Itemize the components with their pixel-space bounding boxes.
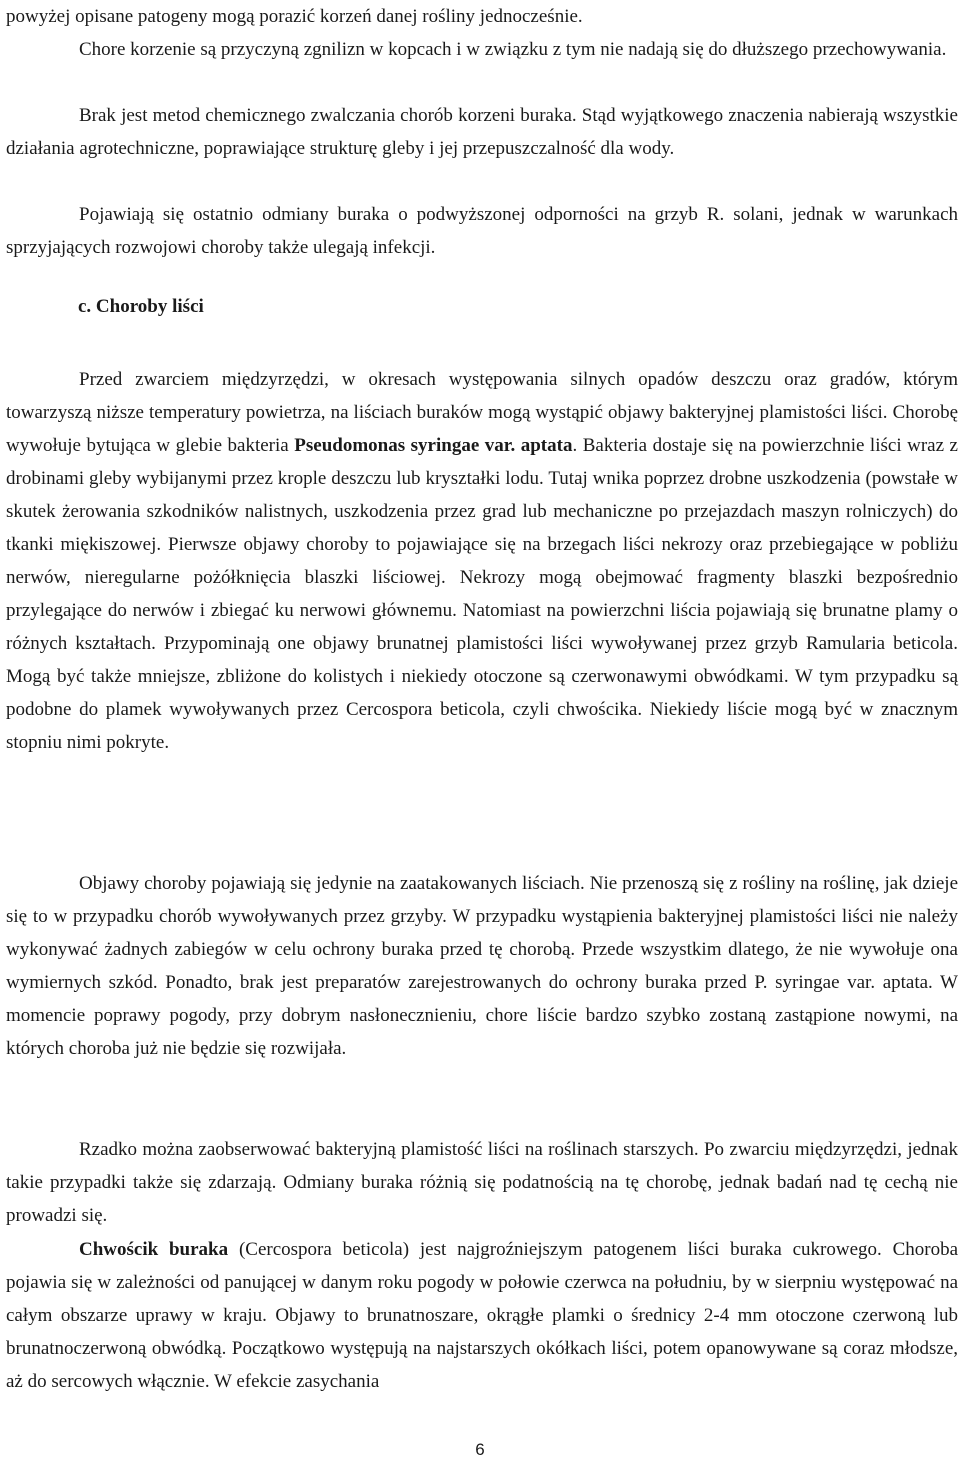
paragraph-1: powyżej opisane patogeny mogą porazić korzeń danej rośliny jednocześnie.: [6, 6, 583, 27]
paragraph-6: Objawy choroby pojawiają się jedynie na zaatakowanych liściach. Nie przenoszą się z rośliny na roślinę, jak dzieje się to w przypadku chorób wywoływanych przez grzyby. W przypadku wystąpienia bakteryjnej plamistości liści nie należy wykonywać żadnych zabiegów w celu ochrony buraka przed tę chorobą. Przede wszystkim dlatego, że nie wywołuje ona wymiernych szkód. Ponadto, brak jest preparatów zarejestrowanych do ochrony buraka przed P. syringae var. aptata. W momencie poprawy pogody, przy dobrym nasłonecznieniu, chore liście bardzo szybko zostaną zastąpione nowymi, na których choroba już nie będzie się rozwijała.: [6, 873, 958, 1059]
paragraph-5: [6, 363, 958, 759]
paragraph-7: Rzadko można zaobserwować bakteryjną plamistość liści na roślinach starszych. Po zwarciu międzyrzędzi, jednak takie przypadki także się zdarzają. Odmiany buraka różnią się podatnością na tę chorobę, jednak badań nad tę cechą nie prowadzi się.: [6, 1139, 958, 1226]
paragraph-5-text-a: Przed zwarciem międzyrzędzi, w okresach występowania silnych opadów deszczu oraz gradów, którym towarzyszą niższe temperatury powietrza, na liściach buraków mogą wystąpić objawy bakteryjnej plamistości liści. Chorobę wywołuje bytująca w glebie bakteria: [6, 369, 958, 456]
paragraph-8-text: (Cercospora beticola) jest najgroźniejszym patogenem liści buraka cukrowego. Choroba pojawia się w zależności od panującej w danym roku pogody w połowie czerwca na południu, by w sierpniu występować na całym obszarze uprawy w kraju. Objawy to brunatnoszare, okrągłe plamki o średnicy 2-4 mm otoczone czerwoną lub brunatnoczerwoną obwódką. Początkowo występują na najstarszych okółkach liści, potem opanowywane są coraz młodsze, aż do sercowych włącznie. W efekcie zasychania: [6, 1239, 959, 1392]
paragraph-4: Pojawiają się ostatnio odmiany buraka o podwyższonej odporności na grzyb R. solani, jednak w warunkach sprzyjających rozwojowi choroby także ulegają infekcji.: [6, 204, 958, 258]
paragraph-3: Brak jest metod chemicznego zwalczania chorób korzeni buraka. Stąd wyjątkowego znaczenia nabierają wszystkie działania agrotechniczne, poprawiające strukturę gleby i jej przepuszczalność dla wody.: [6, 105, 958, 159]
disease-name: Chwościk buraka: [79, 1239, 229, 1260]
paragraph-2: Chore korzenie są przyczyną zgnilizn w kopcach i w związku z tym nie nadają się do dłuższego przechowywania.: [79, 39, 947, 60]
paragraph-5-text-b: . Bakteria dostaje się na powierzchnie liści wraz z drobinami gleby wybijanymi przez krople deszczu lub kryształki lodu. Tutaj wnika poprzez drobne uszkodzenia (powstałe w skutek żerowania szkodników nalistnych, uszkodzenia przez grad lub mechaniczne po przejazdach maszyn rolniczych) do tkanki miękiszowej. Pierwsze objawy choroby to pojawiające się na brzegach liści nekrozy oraz przebiegające w pobliżu nerwów, nieregularne pożółknięcia blaszki liściowej. Nekrozy mogą obejmować fragmenty blaszki bezpośrednio przylegające do nerwów i zbiegać ku nerwowi głównemu. Natomiast na powierzchni liścia pojawiają się brunatne plamy o różnych kształtach. Przypominają one objawy brunatnej plamistości liści wywoływanej przez grzyb Ramularia beticola. Mogą być także mniejsze, zbliżone do kolistych i niekiedy otoczone są czerwonawymi obwódkami. W tym przypadku są podobne do plamek wywoływanych przez Cercospora beticola, czyli chwościka. Niekiedy liście mogą być w znacznym stopniu nimi pokryte.: [6, 435, 958, 753]
pathogen-name: Pseudomonas syringae var. aptata: [294, 435, 573, 456]
page-number: 6: [475, 1440, 485, 1459]
section-heading: c. Choroby liści: [78, 296, 204, 317]
paragraph-8: [6, 1233, 958, 1398]
